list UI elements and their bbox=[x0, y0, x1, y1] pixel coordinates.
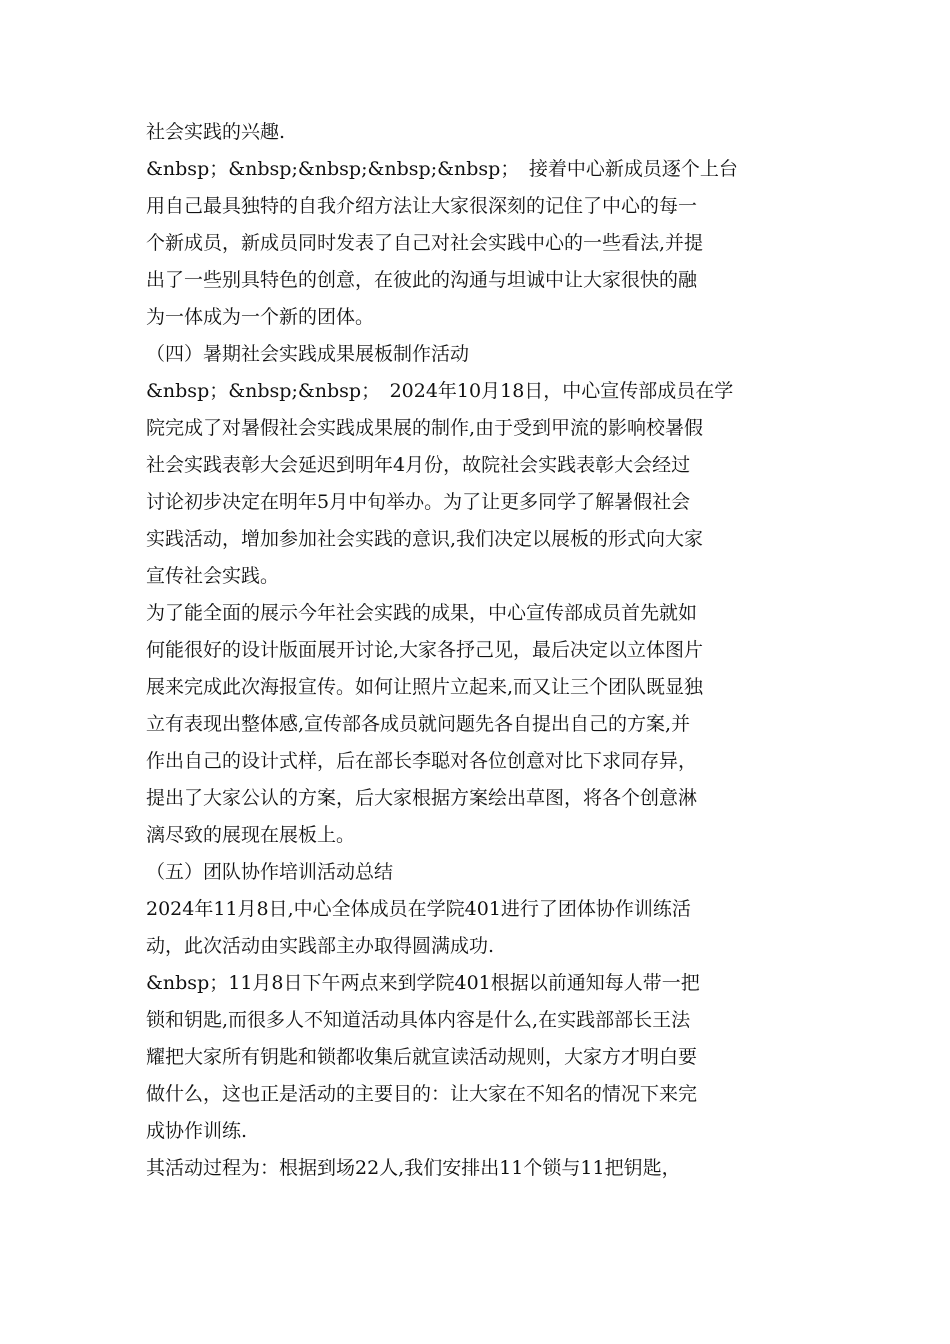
text-line: 实践活动，增加参加社会实践的意识,我们决定以展板的形式向大家 bbox=[146, 528, 704, 550]
text-line: 动，此次活动由实践部主办取得圆满成功. bbox=[146, 935, 495, 957]
text-line: 其活动过程为：根据到场22人,我们安排出11个锁与11把钥匙， bbox=[146, 1157, 681, 1179]
text-line: 出了一些别具特色的创意，在彼此的沟通与坦诚中让大家很快的融 bbox=[146, 269, 698, 291]
text-line: 2024年11月8日,中心全体成员在学院401进行了团体协作训练活 bbox=[146, 898, 691, 920]
text-line: 成协作训练. bbox=[146, 1120, 248, 1142]
text-line: 为一体成为一个新的团体。 bbox=[146, 306, 375, 328]
text-line: 立有表现出整体感,宣传部各成员就问题先各自提出自己的方案,并 bbox=[146, 713, 691, 735]
text-line: &nbsp；11月8日下午两点来到学院401根据以前通知每人带一把 bbox=[146, 972, 700, 994]
text-line: 提出了大家公认的方案，后大家根据方案绘出草图，将各个创意淋 bbox=[146, 787, 698, 809]
text-line: 讨论初步决定在明年5月中旬举办。为了让更多同学了解暑假社会 bbox=[146, 491, 691, 513]
text-line: &nbsp；&nbsp;&nbsp； 2024年10月18日，中心宣传部成员在学 bbox=[146, 380, 734, 402]
text-line: 为了能全面的展示今年社会实践的成果，中心宣传部成员首先就如 bbox=[146, 602, 698, 624]
section-heading: （四）暑期社会实践成果展板制作活动 bbox=[146, 343, 470, 365]
text-line: 漓尽致的展现在展板上。 bbox=[146, 824, 356, 846]
text-line: 耀把大家所有钥匙和锁都收集后就宣读活动规则，大家方才明白要 bbox=[146, 1046, 698, 1068]
text-line: 作出自己的设计式样，后在部长李聪对各位创意对比下求同存异， bbox=[146, 750, 698, 772]
text-line: 社会实践的兴趣. bbox=[146, 121, 286, 143]
text-line: 锁和钥匙,而很多人不知道活动具体内容是什么,在实践部部长王法 bbox=[146, 1009, 691, 1031]
text-line: 用自己最具独特的自我介绍方法让大家很深刻的记住了中心的每一 bbox=[146, 195, 698, 217]
text-line: 个新成员，新成员同时发表了自己对社会实践中心的一些看法,并提 bbox=[146, 232, 704, 254]
text-line: 做什么，这也正是活动的主要目的：让大家在不知名的情况下来完 bbox=[146, 1083, 698, 1105]
text-line: 何能很好的设计版面展开讨论,大家各抒己见，最后决定以立体图片 bbox=[146, 639, 704, 661]
document-body bbox=[146, 114, 806, 1187]
section-heading: （五）团队协作培训活动总结 bbox=[146, 861, 394, 883]
text-line: 院完成了对暑假社会实践成果展的制作,由于受到甲流的影响校暑假 bbox=[146, 417, 704, 439]
text-line: 社会实践表彰大会延迟到明年4月份，故院社会实践表彰大会经过 bbox=[146, 454, 691, 476]
text-line: &nbsp；&nbsp;&nbsp;&nbsp;&nbsp； 接着中心新成员逐个上台 bbox=[146, 158, 738, 180]
text-line: 展来完成此次海报宣传。如何让照片立起来,而又让三个团队既显独 bbox=[146, 676, 704, 698]
text-line: 宣传社会实践。 bbox=[146, 565, 280, 587]
